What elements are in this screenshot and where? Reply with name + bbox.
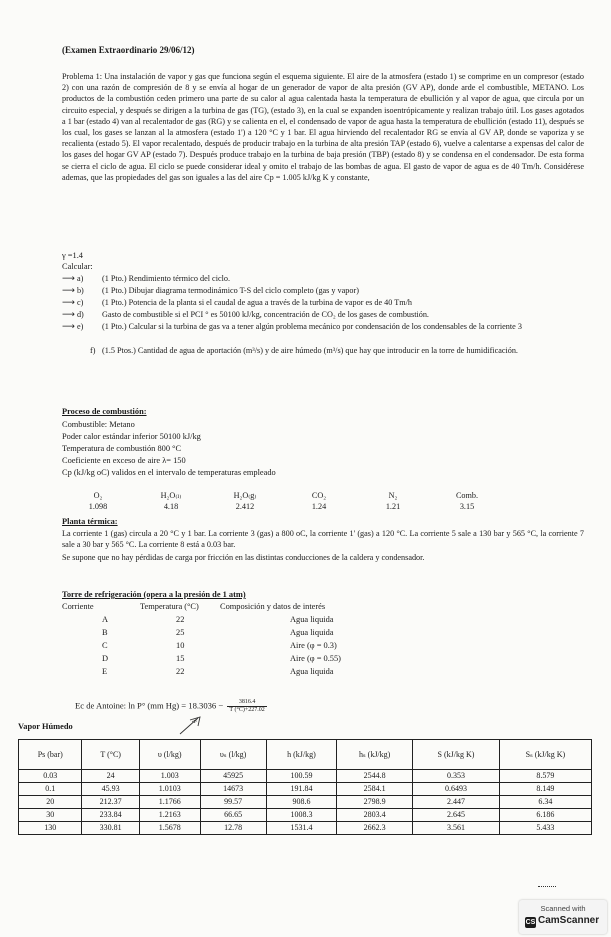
table-cell: 191.84 — [266, 783, 337, 796]
vapor-header: Sₛ (kJ/kg K) — [499, 740, 591, 770]
table-cell: 30 — [19, 809, 82, 822]
hand-arrow-icon: ⟶ — [62, 274, 75, 284]
question-letter: e) — [76, 322, 84, 331]
question-text: Gasto de combustible si el PCI ° es 50100 kJ/kg, concentración de CO₂ de los gases de combustión. — [102, 310, 429, 319]
problem-statement — [62, 71, 584, 183]
vapor-header: T (°C) — [82, 740, 139, 770]
table-cell: 100.59 — [266, 770, 337, 783]
table-cell: 8.149 — [499, 783, 591, 796]
vapor-header: hₛ (kJ/kg) — [337, 740, 413, 770]
cp-header: N₂ — [388, 491, 398, 500]
calcular-label: Calcular: — [62, 262, 93, 271]
tower-cell: Aire (φ = 0.55) — [290, 654, 341, 663]
table-cell: 1.0103 — [139, 783, 200, 796]
hand-arrow-icon: ⟶ — [62, 310, 75, 320]
table-cell: 2.645 — [413, 809, 500, 822]
combustion-line: Temperatura de combustión 800 °C — [62, 444, 182, 453]
vapor-title: Vapor Húmedo — [18, 722, 73, 731]
tower-cell: D — [102, 654, 109, 663]
question-text: (1 Pto.) Rendimiento térmico del ciclo. — [102, 274, 231, 283]
cp-value: 2.412 — [235, 501, 255, 511]
antoine-denominator: T (°C)+227.02 — [229, 707, 265, 713]
table-cell: 212.37 — [82, 796, 139, 809]
table-cell: 233.84 — [82, 809, 139, 822]
cp-header: O₂ — [93, 491, 103, 500]
table-cell: 8.579 — [499, 770, 591, 783]
table-cell: 0.03 — [19, 770, 82, 783]
question-item — [62, 297, 584, 309]
table-cell: 1.003 — [139, 770, 200, 783]
table-cell: 14673 — [200, 783, 266, 796]
vapor-header: Ps (bar) — [19, 740, 82, 770]
svg-text:w: w — [190, 716, 200, 726]
combustion-line: Coeficiente en exceso de aire λ= 150 — [62, 456, 186, 465]
vapor-header: h (kJ/kg) — [266, 740, 337, 770]
cp-value: 1.098 — [88, 501, 108, 511]
tower-header: Temperatura (°C) — [140, 602, 199, 611]
plant-line: La corriente 1 (gas) circula a 20 °C y 1 bar. La corriente 3 (gas) a 800 oC, la corriente 1' (gas) a 120 °C. La corriente 5 sale a 130 bar y 565 °C, la corriente 7 sale a 30 bar y 565 °C. La corriente 8 está a 0.03 bar. — [62, 529, 584, 550]
cp-header: CO₂ — [311, 491, 327, 500]
table-row — [19, 770, 592, 783]
antoine-fraction — [227, 699, 266, 714]
combustion-line: Poder calor estándar inferior 50100 kJ/kg — [62, 432, 201, 441]
table-cell: 99.57 — [200, 796, 266, 809]
exam-header: (Examen Extraordinario 29/06/12) — [62, 45, 195, 55]
plant-line: Se supone que no hay pérdidas de carga por fricción en las distintas conducciones de la caldera y condensador. — [62, 553, 425, 562]
tower-cell: 15 — [176, 654, 185, 663]
camscanner-logo-icon: CS — [525, 919, 536, 926]
table-cell: 66.65 — [200, 809, 266, 822]
cp-header: Comb. — [455, 491, 479, 500]
table-row — [19, 809, 592, 822]
table-cell: 5.433 — [499, 822, 591, 835]
question-item — [62, 309, 584, 321]
plant-title: Planta térmica: — [62, 517, 118, 526]
problem-text: Problema 1: Una instalación de vapor y gas que funciona según el esquema siguiente. El aire de la atmosfera (estado 1) se comprime en un compresor (estado 2) con una razón de compresión de 8 y se envía al hogar de un generador de vapor de alta presión (GV AP), donde arde el combustible, METANO. Los productos de la combustión ceden primero una parte de su calor al agua calentada hasta la temperatura de ebullición y al vapor de agua, que circula por un circuito especial, y después se dirigen a la turbina de gas (TG), (estado 3), en la cual se expanden isoentrópicamente y realizan trabajo útil. Los gases agotados a 1 bar (estado 4) van al recalentador de gas (RG) y se calienta en el, el condensado de vapor de agua hasta la temperatura de ebullición (estado 11), después se los cual, los gases se lanzan al la atmosfera (estado 1') a 120 °C y 1 bar. El agua hirviendo del recalentador RG se envía al GV AP, donde se vaporiza y se recalienta (estado 5). El vapor recalentado, después de producir trabajo en la turbina de alta presión TAP (estado 6), vuelve a calentarse a expensas del calor de los gases del hogar GV AP (estado 7). Después produce trabajo en la turbina de baja presión (TBP) (estado 8) y se condensa en el condensador. De esta forma se cierra el ciclo de agua. El ciclo se puede considerar ideal y omito el trabajo de las bombas de agua. El gasto de vapor de agua es de 40 Tm/h. Considérese ademas, que las propiedades del gas son iguales a las del aire Cp = 1.005 kJ/kg K y constante, — [62, 72, 584, 182]
cp-value: 4.18 — [163, 501, 179, 511]
question-text: (1 Pto.) Calcular si la turbina de gas va a tener algún problema mecánico por condensación de los condensables de la corriente 3 — [102, 322, 522, 331]
cp-table — [62, 491, 504, 512]
combustion-line: Cp (kJ/kg oC) validos en el intervalo de temperaturas empleado — [62, 468, 276, 477]
tower-cell: 25 — [176, 628, 185, 637]
table-cell: 0.353 — [413, 770, 500, 783]
question-text: (1 Pto.) Potencia de la planta si el caudal de agua a través de la turbina de vapor es de 40 Tm/h — [102, 298, 412, 307]
table-cell: 12.78 — [200, 822, 266, 835]
gamma-value: γ =1.4 — [62, 251, 83, 260]
table-cell: 45.93 — [82, 783, 139, 796]
table-row — [19, 822, 592, 835]
scan-mark — [538, 886, 556, 889]
table-cell: 2544.8 — [337, 770, 413, 783]
vapor-header: υₛ (l/kg) — [200, 740, 266, 770]
table-cell: 0.1 — [19, 783, 82, 796]
watermark-brand-text: CamScanner — [538, 915, 600, 926]
combustion-title: Proceso de combustión: — [62, 407, 147, 416]
table-cell: 20 — [19, 796, 82, 809]
tower-cell: 10 — [176, 641, 185, 650]
cp-value-row — [62, 502, 504, 513]
table-cell: 6.34 — [499, 796, 591, 809]
table-cell: 2798.9 — [337, 796, 413, 809]
question-letter: d) — [76, 310, 84, 319]
table-cell: 1.5678 — [139, 822, 200, 835]
question-letter: b) — [76, 286, 84, 295]
tower-cell: Aire (φ = 0.3) — [290, 641, 337, 650]
tower-title: Torre de refrigeración (opera a la presión de 1 atm) — [62, 590, 246, 599]
question-letter: a) — [76, 274, 84, 283]
tower-cell: A — [102, 615, 109, 624]
vapor-header: S (kJ/kg K) — [413, 740, 500, 770]
tower-cell: C — [102, 641, 108, 650]
question-letter: c) — [76, 298, 84, 307]
cp-value: 1.21 — [385, 501, 401, 511]
tower-cell: E — [102, 667, 108, 676]
table-row — [19, 796, 592, 809]
tower-cell: Agua liquida — [290, 628, 334, 637]
hand-arrow-icon: ⟶ — [62, 298, 75, 308]
tower-cell: B — [102, 628, 108, 637]
question-text: (1.5 Ptos.) Cantidad de agua de aportación (m³/s) y de aire húmedo (m³/s) que hay que introducir en la torre de humidificación. — [102, 346, 518, 355]
watermark-caption: Scanned with — [540, 904, 586, 913]
vapor-header: υ (l/kg) — [139, 740, 200, 770]
tower-cell: Agua liquida — [290, 615, 334, 624]
tower-header: Composición y datos de interés — [220, 602, 326, 611]
table-cell: 24 — [82, 770, 139, 783]
question-letter: f) — [90, 346, 96, 355]
table-cell: 2662.3 — [337, 822, 413, 835]
table-cell: 130 — [19, 822, 82, 835]
table-cell: 2803.4 — [337, 809, 413, 822]
table-cell: 0.6493 — [413, 783, 500, 796]
question-item — [62, 273, 584, 285]
tower-cell: 22 — [176, 667, 185, 676]
table-cell: 330.81 — [82, 822, 139, 835]
combustion-line: Combustible: Metano — [62, 420, 135, 429]
table-cell: 2.447 — [413, 796, 500, 809]
table-row — [19, 783, 592, 796]
table-cell: 1.1766 — [139, 796, 200, 809]
cp-header: H₂O₍g₎ — [233, 491, 257, 500]
question-item — [62, 285, 584, 297]
cp-value: 3.15 — [459, 501, 475, 511]
table-cell: 1531.4 — [266, 822, 337, 835]
handwritten-note-icon — [176, 714, 216, 736]
antoine-numerator: 3816.4 — [227, 699, 266, 707]
watermark-brand — [525, 915, 599, 928]
hand-arrow-icon: ⟶ — [62, 286, 75, 296]
question-item — [62, 321, 584, 333]
table-cell: 1008.3 — [266, 809, 337, 822]
vapor-header-row — [19, 740, 592, 770]
question-text: (1 Pto.) Dibujar diagrama termodinámico T-S del ciclo completo (gas y vapor) — [102, 286, 359, 295]
cp-header-row — [62, 491, 504, 502]
table-cell: 6.186 — [499, 809, 591, 822]
table-cell: 2584.1 — [337, 783, 413, 796]
table-cell: 45925 — [200, 770, 266, 783]
vapor-table — [18, 739, 592, 835]
table-cell: 1.2163 — [139, 809, 200, 822]
camscanner-watermark — [519, 900, 607, 934]
table-cell: 908.6 — [266, 796, 337, 809]
antoine-label: Ec de Antoine: ln P° (mm Hg) = 18.3036 − — [75, 700, 224, 711]
tower-cell: 22 — [176, 615, 185, 624]
table-cell: 3.561 — [413, 822, 500, 835]
cp-header: H₂O₍ₗ₎ — [160, 491, 182, 500]
tower-cell: Agua liquida — [290, 667, 334, 676]
antoine-equation — [75, 699, 267, 714]
cp-value: 1.24 — [311, 501, 327, 511]
hand-arrow-icon: ⟶ — [62, 322, 75, 332]
tower-header: Corriente — [62, 602, 94, 611]
